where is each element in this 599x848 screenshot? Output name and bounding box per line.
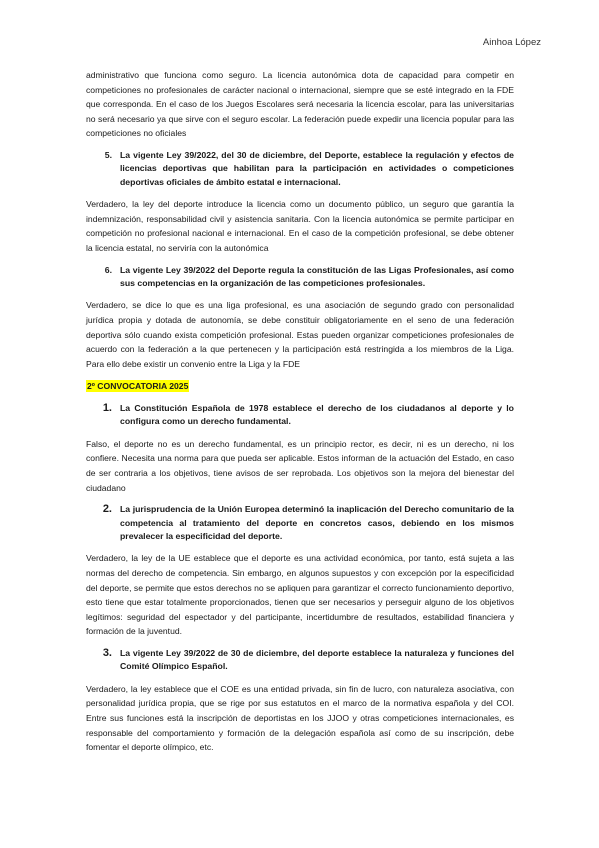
question-text: La jurisprudencia de la Unión Europea determinó la inaplicación del Derecho comunitario de la competencia al tratamiento del deporte en concretos casos, debiendo en los mismos prevalecer la especificidad del deporte. xyxy=(120,504,514,541)
section-heading-wrap xyxy=(86,379,514,394)
question-text: La vigente Ley 39/2022, del 30 de diciembre, del Deporte, establece la regulación y efectos de licencias deportivas que habilitan para la participación en actividades o competiciones deportivas oficiales de ámbito estatal e internacional. xyxy=(120,149,514,187)
question-number: 6. xyxy=(104,264,112,275)
question-2 xyxy=(86,503,514,543)
answer-6: Verdadero, se dice lo que es una liga profesional, es una asociación de segundo grado con personalidad jurídica propia y dotada de autonomía, se debe constituir obligatoriamente en el seno de una federación deportiva sólo cuando exista competición profesional. Estas pueden organizar competiciones profesionales de acuerdo con la federación a la que pertenecen y la participación está restringida a los miembros de la Liga. Para ello debe existir un convenio entre la Liga y la FDE xyxy=(86,300,514,369)
question-number: 1. xyxy=(102,401,112,414)
question-number: 2. xyxy=(102,503,112,516)
page-content xyxy=(86,68,514,763)
answer-1: Falso, el deporte no es un derecho fundamental, es un principio rector, es decir, ni es un derecho, ni los confiere. Necesita una norma para que pueda ser aplicable. Estos informan de la actuación del Estado, en caso de ser contraria a los objetivos, tiene avisos de ser reprobada. Los objetivos son la mejora del bienestar del ciudadano xyxy=(86,438,514,493)
question-text: La vigente Ley 39/2022 de 30 de diciembre, del deporte establece la naturaleza y funciones del Comité Olímpico Español. xyxy=(120,647,514,672)
answer-3: Verdadero, la ley establece que el COE es una entidad privada, sin fin de lucro, con naturaleza asociativa, con personalidad jurídica propia, que se rige por sus estatutos en el marco de la normativa española y del COI. Entre sus funciones está la inscripción de deportistas en los JJOO y otras competiciones internacionales, es responsable del comportamiento y formación de la delegación española así como de su inscripción, debe fomentar el deporte olímpico, etc. xyxy=(86,683,514,753)
question-number: 5. xyxy=(104,149,112,160)
question-5 xyxy=(86,149,514,189)
answer-5: Verdadero, la ley del deporte introduce la licencia como un documento público, un seguro que garantía la indemnización, responsabilidad civil y asistencia sanitaria. Con la licencia autonómica se permite participar en competición no profesional nacional e internacional. En el caso de la competición profesional, se debe obtener la licencia estatal, no serviría con la autonómica xyxy=(86,199,514,253)
question-number: 3. xyxy=(102,646,112,659)
question-3 xyxy=(86,647,514,674)
paragraph-licencias: administrativo que funciona como seguro. La licencia autonómica dota de capacidad para competir en competiciones no profesionales de carácter nacional o internacional, siempre que se esté integrado en la FDE que corresponda. En el caso de los Juegos Escolares será necesaria la licencia escolar, para las universitarias no será necesario ya que sirve con el seguro escolar. La federación puede expedir una licencia popular para las competiciones no oficiales xyxy=(86,70,514,139)
section-heading-convocatoria: 2º CONVOCATORIA 2025 xyxy=(87,381,189,392)
question-text: La Constitución Española de 1978 establece el derecho de los ciudadanos al deporte y lo configura como un derecho fundamental. xyxy=(120,402,514,427)
header-author: Ainhoa López xyxy=(482,37,541,48)
answer-2: Verdadero, la ley de la UE establece que el deporte es una actividad económica, por tanto, está sujeta a las normas del derecho de competencia. Sin embargo, en algunos supuestos y con excepción por la especificidad del deporte, se permite que estos derechos no se apliquen para garantizar el correcto funcionamiento deportivo, esto tiene que estar totalmente proporcionados, tienen que ser necesarios y perseguir alguno de los objetivos legítimos: seguridad del espectador y del participante, incertidumbre de resultados, estabilidad financiera y formación de la juventud. xyxy=(86,553,514,637)
question-1 xyxy=(86,402,514,429)
question-6 xyxy=(86,264,514,291)
question-text: La vigente Ley 39/2022 del Deporte regula la constitución de las Ligas Profesionales, así como sus competencias en la organización de las competiciones profesionales. xyxy=(120,264,514,288)
